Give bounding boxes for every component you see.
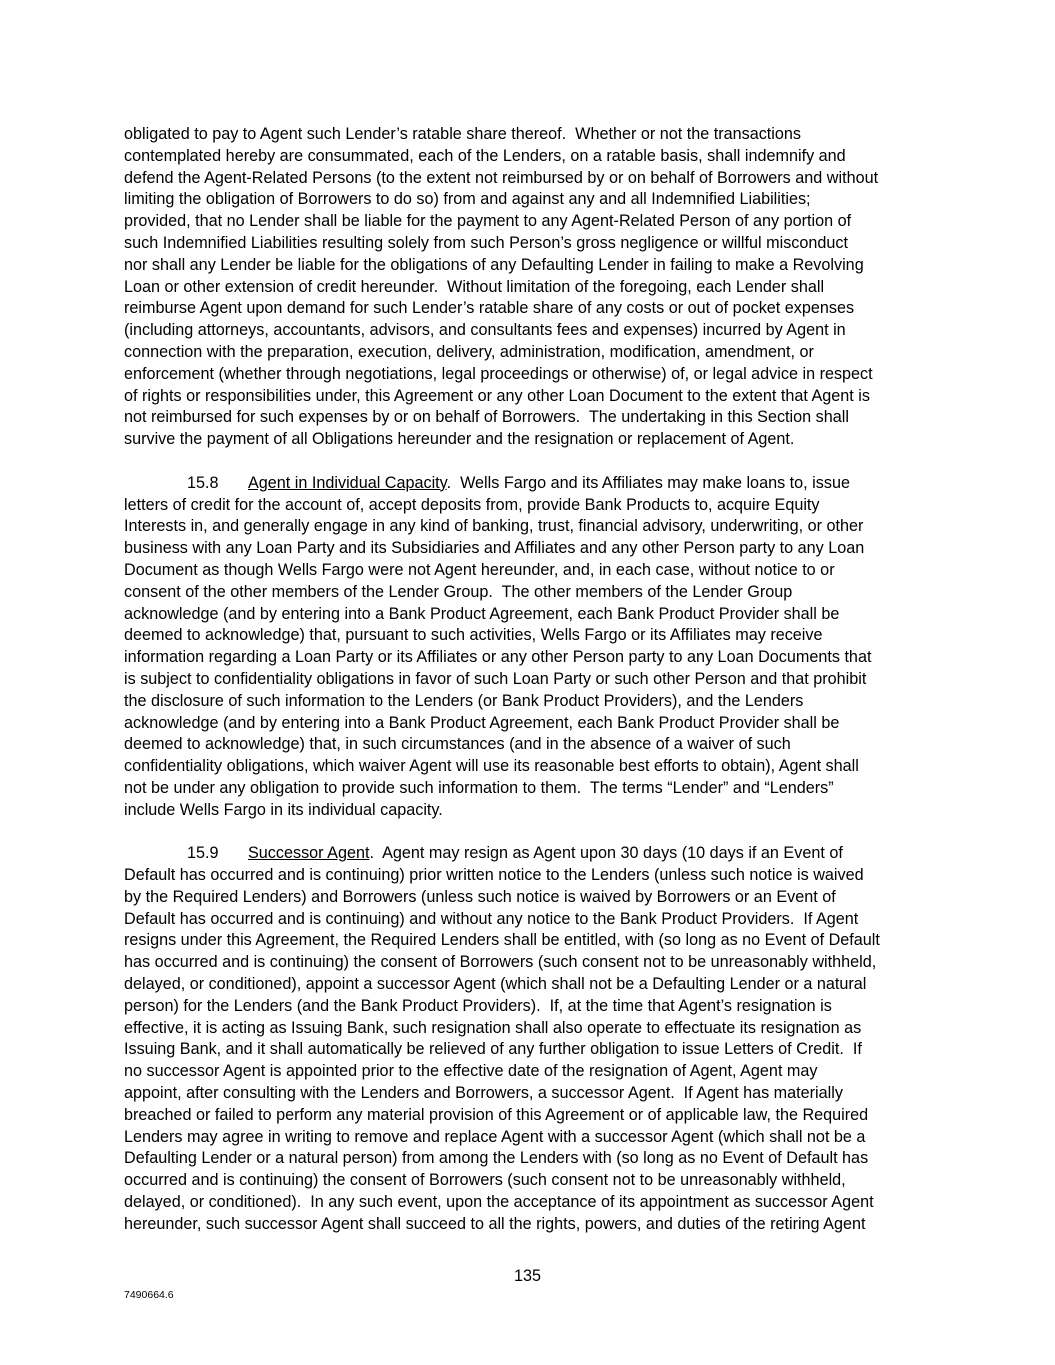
text-line: defend the Agent-Related Persons (to the extent not reimbursed by or on behalf of Borrowers and without [124,168,879,187]
text-line: include Wells Fargo in its individual capacity. [124,800,443,819]
text-line: by the Required Lenders) and Borrowers (unless such notice is waived by Borrowers or an Event of [124,887,836,906]
text-line: acknowledge (and by entering into a Bank Product Agreement, each Bank Product Provider shall be [124,604,840,623]
text-line: Lenders may agree in writing to remove and replace Agent with a successor Agent (which shall not be a [124,1127,866,1146]
section-first-line-text: . Agent may resign as Agent upon 30 days (10 days if an Event of [369,844,843,863]
text-line: not be under any obligation to provide such information to them. The terms “Lender” and “Lenders” [124,778,834,797]
text-line: delayed, or conditioned), appoint a successor Agent (which shall not be a Defaulting Lender or a natural [124,975,867,994]
text-line: (including attorneys, accountants, advisors, and consultants fees and expenses) incurred by Agent in [124,321,846,340]
text-line: Default has occurred and is continuing) prior written notice to the Lenders (unless such notice is waived [124,866,864,885]
section-first-line [124,843,934,865]
text-line: confidentiality obligations, which waiver Agent will use its reasonable best efforts to obtain), Agent shall [124,757,859,776]
text-line: contemplated hereby are consummated, each of the Lenders, on a ratable basis, shall indemnify and [124,146,846,165]
text-line: survive the payment of all Obligations hereunder and the resignation or replacement of Agent. [124,430,795,449]
text-line: deemed to acknowledge) that, in such circumstances (and in the absence of a waiver of such [124,735,791,754]
text-line: Issuing Bank, and it shall automatically be relieved of any further obligation to issue Letters of Credit. If [124,1040,862,1059]
section-heading: Successor Agent [248,844,370,863]
text-line: hereunder, such successor Agent shall succeed to all the rights, powers, and duties of the retiring Agent [124,1214,866,1233]
text-line: Defaulting Lender or a natural person) from among the Lenders with (so long as no Event of Default has [124,1149,869,1168]
text-line: reimburse Agent upon demand for such Lender’s ratable share of any costs or out of pocket expenses [124,299,855,318]
text-line: occurred and is continuing) the consent of Borrowers (such consent not to be unreasonably withheld, [124,1171,846,1190]
section-number: 15.9 [187,844,219,863]
text-line: breached or failed to perform any material provision of this Agreement or of applicable law, the Required [124,1105,869,1124]
text-line: such Indemnified Liabilities resulting solely from such Person’s gross negligence or willful misconduct [124,233,848,252]
text-line: Default has occurred and is continuing) and without any notice to the Bank Product Providers. If Agent [124,909,859,928]
section-15-8 [124,473,934,822]
text-line: enforcement (whether through negotiations, legal proceedings or otherwise) of, or legal advice in respect [124,364,873,383]
section-number: 15.8 [187,473,219,492]
text-line: the disclosure of such information to the Lenders (or Bank Product Providers), and the Lenders [124,691,804,710]
section-first-line-text: . Wells Fargo and its Affiliates may make loans to, issue [446,473,850,492]
text-line: letters of credit for the account of, accept deposits from, provide Bank Products to, acquire Equity [124,495,820,514]
section-heading: Agent in Individual Capacity [248,473,447,492]
text-line: obligated to pay to Agent such Lender’s ratable share thereof. Whether or not the transactions [124,125,802,143]
paragraph-indemnification-continued [124,124,934,451]
text-line: not reimbursed for such expenses by or on behalf of Borrowers. The undertaking in this Section shall [124,408,849,427]
document-id: 7490664.6 [124,1289,174,1301]
text-line: connection with the preparation, execution, delivery, administration, modification, amendment, or [124,342,814,361]
text-line: delayed, or conditioned). In any such event, upon the acceptance of its appointment as successor Agent [124,1193,874,1212]
text-line: deemed to acknowledge) that, pursuant to such activities, Wells Fargo or its Affiliates may receive [124,626,823,645]
paragraph-spacer [124,822,934,844]
page-number: 135 [513,1267,541,1285]
document-body [124,124,934,1236]
text-line: provided, that no Lender shall be liable for the payment to any Agent-Related Person of any portion of [124,212,852,231]
text-line: is subject to confidentiality obligations in favor of such Loan Party or such other Person and that prohibit [124,669,867,688]
text-line: consent of the other members of the Lender Group. The other members of the Lender Group [124,582,793,601]
paragraph-spacer [124,451,934,473]
text-line: acknowledge (and by entering into a Bank Product Agreement, each Bank Product Provider shall be [124,713,840,732]
text-line: has occurred and is continuing) the consent of Borrowers (such consent not to be unreasonably withheld, [124,953,877,972]
text-line: of rights or responsibilities under, this Agreement or any other Loan Document to the extent that Agent is [124,386,870,405]
text-line: person) for the Lenders (and the Bank Product Providers). If, at the time that Agent’s resignation is [124,996,832,1015]
text-line: business with any Loan Party and its Subsidiaries and Affiliates and any other Person party to any Loan [124,539,865,558]
text-line: Document as though Wells Fargo were not Agent hereunder, and, in each case, without notice to or [124,560,835,579]
text-line: Interests in, and generally engage in any kind of banking, trust, financial advisory, underwriting, or other [124,517,864,536]
text-line: effective, it is acting as Issuing Bank, such resignation shall also operate to effectuate its resignation as [124,1018,862,1037]
text-line: nor shall any Lender be liable for the obligations of any Defaulting Lender in failing to make a Revolving [124,255,864,274]
section-first-line [124,473,934,495]
text-line: no successor Agent is appointed prior to the effective date of the resignation of Agent, Agent may [124,1062,818,1081]
section-15-9 [124,843,934,1235]
text-line: Loan or other extension of credit hereunder. Without limitation of the foregoing, each Lender shall [124,277,825,296]
text-line: information regarding a Loan Party or its Affiliates or any other Person party to any Loan Documents that [124,648,872,667]
text-line: appoint, after consulting with the Lenders and Borrowers, a successor Agent. If Agent has materially [124,1084,843,1103]
text-line: limiting the obligation of Borrowers to do so) from and against any and all Indemnified Liabilities; [124,190,811,209]
text-line: resigns under this Agreement, the Required Lenders shall be entitled, with (so long as no Event of Default [124,931,880,950]
